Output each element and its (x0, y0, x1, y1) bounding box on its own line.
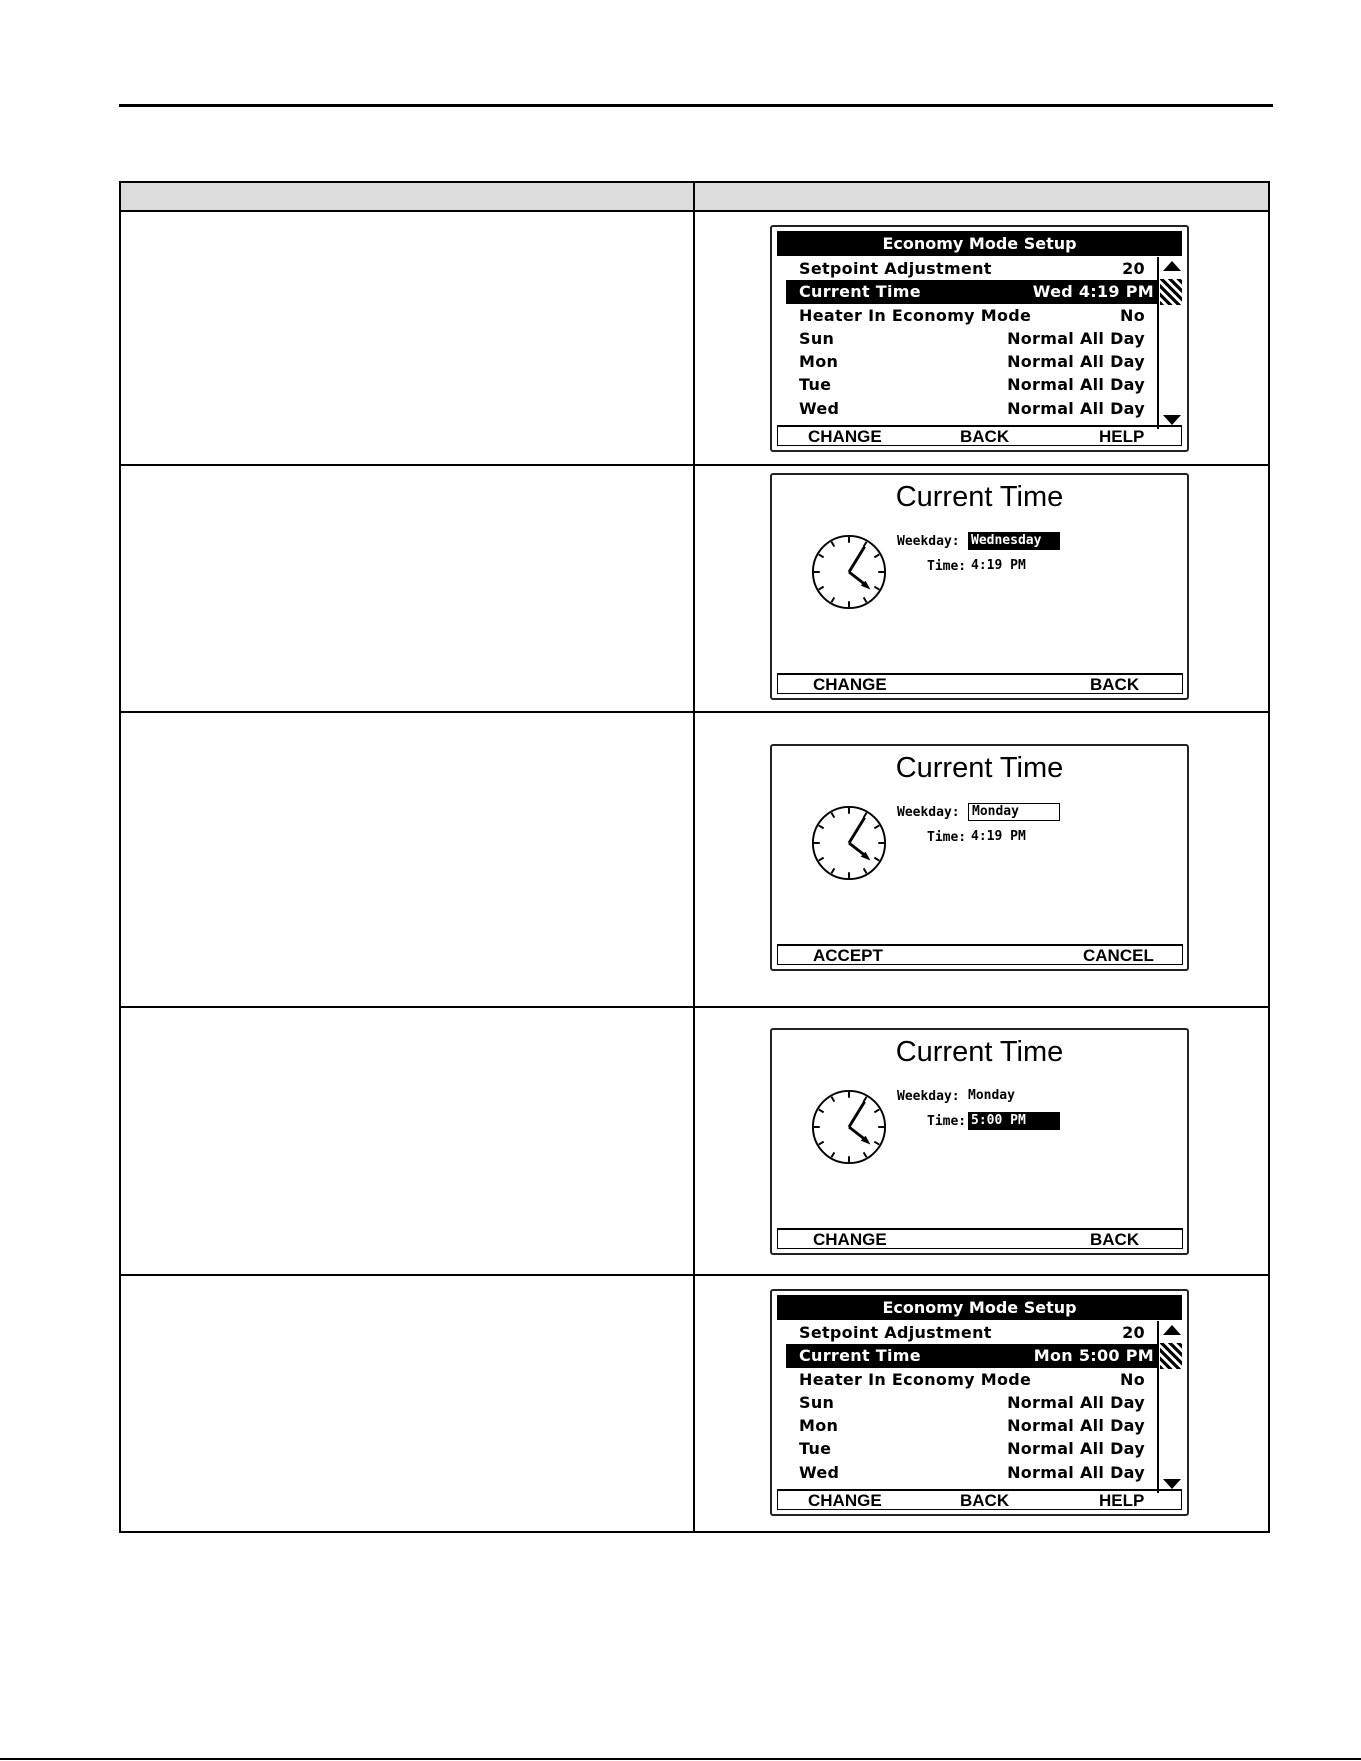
change-softkey[interactable]: CHANGE (813, 1230, 887, 1249)
row-divider (121, 464, 1268, 466)
screen-title: Current Time (895, 752, 1064, 784)
list-item[interactable] (777, 1461, 1157, 1484)
time-field[interactable]: 4:19 PM (971, 829, 1026, 844)
item-value: Normal All Day (1007, 352, 1145, 372)
softkey-bar (777, 673, 1183, 694)
item-label: Tue (799, 1439, 832, 1459)
item-value: Normal All Day (1007, 1462, 1145, 1482)
item-value: Normal All Day (1007, 375, 1145, 395)
screen-title: Economy Mode Setup (777, 231, 1182, 256)
scrollbar[interactable] (1157, 257, 1182, 429)
economy-mode-screen-before (770, 225, 1189, 452)
back-softkey[interactable]: BACK (1090, 675, 1140, 694)
item-label: Mon (799, 352, 839, 372)
time-label: Time: (927, 830, 967, 845)
list-item-selected[interactable] (786, 1344, 1157, 1367)
list-item[interactable] (777, 304, 1157, 327)
item-value: Wed 4:19 PM (1032, 282, 1154, 302)
item-label: Tue (799, 375, 832, 395)
row-divider (121, 1006, 1268, 1008)
column-divider (693, 183, 695, 1531)
item-label: Current Time (799, 1346, 921, 1366)
item-value: 20 (1122, 259, 1145, 278)
item-value: No (1120, 1369, 1145, 1389)
item-value: Normal All Day (1007, 1416, 1145, 1436)
row-divider (121, 1274, 1268, 1276)
back-softkey[interactable]: BACK (1090, 1230, 1140, 1249)
item-label: Wed (799, 398, 840, 418)
change-softkey[interactable]: CHANGE (808, 427, 882, 446)
list-item[interactable] (777, 1414, 1157, 1437)
scroll-thumb[interactable] (1160, 1343, 1182, 1369)
page-bottom-rule (0, 1758, 1361, 1760)
item-label: Mon (799, 1416, 839, 1436)
clock-icon (810, 533, 888, 611)
scroll-up-arrow-icon[interactable] (1163, 261, 1181, 271)
back-softkey[interactable]: BACK (960, 427, 1010, 446)
weekday-field[interactable]: Monday (968, 803, 1060, 821)
time-field[interactable]: 5:00 PM (968, 1112, 1060, 1130)
clock-icon (810, 804, 888, 882)
time-label: Time: (927, 1114, 967, 1129)
settings-list (777, 1321, 1157, 1484)
weekday-field[interactable]: Wednesday (968, 532, 1060, 550)
scroll-thumb[interactable] (1160, 279, 1182, 305)
list-item[interactable] (777, 1391, 1157, 1414)
scroll-down-arrow-icon[interactable] (1163, 1479, 1181, 1489)
list-item[interactable] (777, 1368, 1157, 1391)
item-value: 20 (1122, 1323, 1145, 1342)
back-softkey[interactable]: BACK (960, 1491, 1010, 1510)
list-item[interactable] (777, 327, 1157, 350)
scroll-up-arrow-icon[interactable] (1163, 1325, 1181, 1335)
softkey-bar (777, 944, 1183, 965)
item-value: No (1120, 305, 1145, 325)
item-label: Setpoint Adjustment (799, 1323, 992, 1342)
softkey-bar (777, 1489, 1182, 1510)
change-softkey[interactable]: CHANGE (813, 675, 887, 694)
current-time-screen-time-select (770, 1028, 1189, 1255)
help-softkey[interactable]: HELP (1099, 427, 1145, 446)
page-top-rule (119, 104, 1273, 107)
scrollbar[interactable] (1157, 1321, 1182, 1493)
item-label: Setpoint Adjustment (799, 259, 992, 278)
list-item[interactable] (777, 373, 1157, 396)
item-label: Heater In Economy Mode (799, 1369, 1032, 1389)
clock-icon (810, 1088, 888, 1166)
item-value: Normal All Day (1007, 1392, 1145, 1412)
weekday-label: Weekday: (897, 805, 960, 820)
cancel-softkey[interactable]: CANCEL (1083, 946, 1154, 965)
item-label: Sun (799, 328, 835, 348)
weekday-label: Weekday: (897, 534, 960, 549)
list-item[interactable] (777, 1321, 1157, 1344)
list-item[interactable] (777, 350, 1157, 373)
item-label: Heater In Economy Mode (799, 305, 1032, 325)
time-field[interactable]: 4:19 PM (971, 558, 1026, 573)
weekday-field[interactable]: Monday (968, 1088, 1015, 1103)
item-value: Mon 5:00 PM (1033, 1346, 1154, 1366)
settings-list (777, 257, 1157, 420)
current-time-screen-weekday-edit (770, 744, 1189, 971)
screen-title: Current Time (895, 481, 1064, 513)
softkey-bar (777, 1228, 1183, 1249)
weekday-label: Weekday: (897, 1089, 960, 1104)
list-item[interactable] (777, 397, 1157, 420)
change-softkey[interactable]: CHANGE (808, 1491, 882, 1510)
item-value: Normal All Day (1007, 398, 1145, 418)
scroll-down-arrow-icon[interactable] (1163, 415, 1181, 425)
time-label: Time: (927, 559, 967, 574)
list-item[interactable] (777, 1437, 1157, 1460)
list-item-selected[interactable] (786, 280, 1157, 303)
item-value: Normal All Day (1007, 328, 1145, 348)
current-time-screen-weekday-select (770, 473, 1189, 700)
item-label: Sun (799, 1392, 835, 1412)
screen-title: Current Time (895, 1036, 1064, 1068)
list-item[interactable] (777, 257, 1157, 280)
economy-mode-screen-after (770, 1289, 1189, 1516)
accept-softkey[interactable]: ACCEPT (813, 946, 883, 965)
item-label: Current Time (799, 282, 921, 302)
softkey-bar (777, 425, 1182, 446)
screen-title: Economy Mode Setup (777, 1295, 1182, 1320)
item-label: Wed (799, 1462, 840, 1482)
help-softkey[interactable]: HELP (1099, 1491, 1145, 1510)
item-value: Normal All Day (1007, 1439, 1145, 1459)
row-divider (121, 711, 1268, 713)
